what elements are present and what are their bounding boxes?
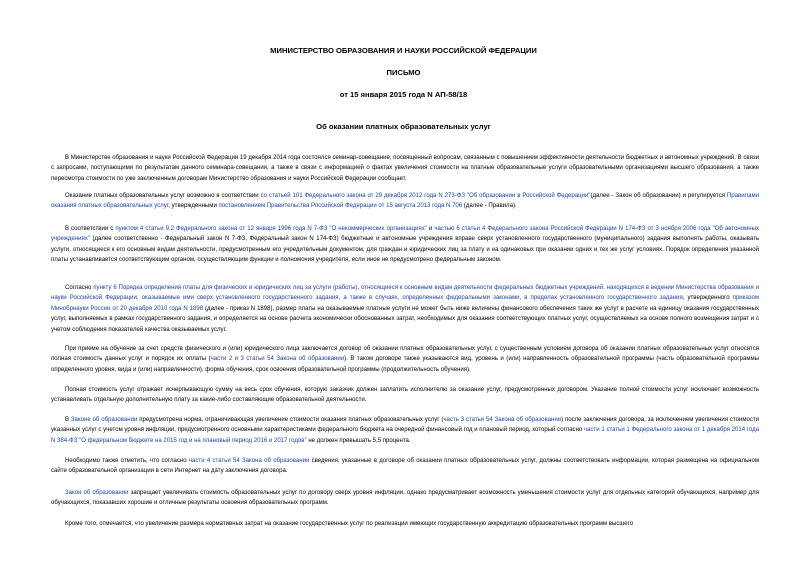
paragraph-1 [51, 153, 759, 184]
paragraph-5 [51, 344, 759, 375]
law-link[interactable]: часть 3 статьи 54 Закона об образовании [443, 417, 562, 423]
paragraph-text: сведения, указанные в договоре об оказании платных образовательных услуг, должны соответствовать информации, которая размещена на официальном сайте образовательной организации в сети Интернет на дату заключения договора. [51, 458, 759, 475]
law-link[interactable]: частью 6 статьи 4 Федерального закона Российской Федерации N 174-ФЗ от 3 ноября 2006 года "Об автономных учреждениях" [51, 226, 759, 243]
paragraph-text: и [426, 226, 435, 232]
paragraph-text: В Министерстве образования и науки Российской Федерации 19 декабря 2014 года состоялся семинар-совещание, посвященный вопросам, связанным с повышением эффективности деятельности бюджетных и автономных учреждений. В связи с запросами, поступающими по результатам данного семинара-совещания, а также в связи с информацией о фактах увеличения стоимости на платные образовательные услуги образовательными организациями высшего образования, а также пересмотра стоимости по уже заключенным договорам Министерство образования и науки Российской Федерации сообщает. [51, 155, 759, 182]
paragraph-text: Оказание платных образовательных услуг возможно в соответствии [65, 193, 261, 199]
paragraph-text: В соответствии с [65, 226, 116, 232]
paragraph-2 [51, 191, 759, 212]
paragraph-text: Кроме того, отмечается, что увеличение размера нормативных затрат на оказание государственных услуг по реализации имеющих государственную аккредитацию образовательных программ высшего [65, 521, 634, 527]
paragraph-9 [51, 488, 759, 509]
law-link[interactable]: Правилами оказания платных образовательных услуг [51, 193, 759, 210]
paragraph-text: запрещает увеличивать стоимость образовательных услуг по договору сверх уровня инфляции, однако предусматривает возможность уменьшения стоимости услуг для отдельных категорий обучающихся, например для обучающихся, показавших хорошие и отличные результаты освоения образовательных программ. [51, 490, 759, 507]
paragraph-text: Полная стоимость услуг отражает исчерпывающую сумму на весь срок обучения, которую заказчик должен заплатить исполнителю за оказание услуг, предусмотренных договором. Указание полной стоимости услуг исключает возможность устанавливать отдельную дополнительную плату за какие-либо составляющие образовательной деятельности. [51, 387, 759, 404]
law-link[interactable]: Законе об образовании [70, 417, 138, 423]
paragraph-text: (далее соответственно - Федеральный закон N 7-ФЗ, Федеральный закон N 174-ФЗ) бюджетные и автономные учреждения вправе сверх установленного государственного (муниципального) задания выполнять работы, оказывать услуги, относящиеся к его основным видам деятельности, предусмотренным его учредительным документом, для граждан и юридических лиц за плату и на одинаковых при оказании одних и тех же услуг условиях. Порядок определения указанной платы устанавливается соответствующим органом, осуществляющим функции и полномочия учредителя, если иное не предусмотрено федеральным законом. [51, 236, 759, 264]
paragraph-3 [51, 224, 759, 266]
paragraph-8 [51, 456, 759, 477]
paragraph-text: не должен превышать 5,5 процента. [306, 437, 411, 444]
paragraph-text: При приеме на обучение за счет средств физического и (или) юридического лица заключается договор об оказании платных образовательных услуг, с существенным условием договора об оказании платных образовательных услуг относятся полная стоимость данных услуг и порядок их оплаты ( [51, 346, 759, 363]
paragraph-text: , утвержденного [682, 295, 733, 302]
paragraph-text: Необходимо также отметить, что согласно [65, 458, 189, 464]
paragraph-text: (далее - Закон об образовании) и регулируется [590, 193, 727, 199]
paragraph-text: (далее - приказ N 1898), размер платы на оказываемые платные услуги не может быть ниже величины финансового обеспечения таких же услуг в расчете на единицу оказания государственных услуг, выполняемых в рамках государственного задания, и определяется на основе расчета экономически обоснованных затрат, необходимых для оказания соответствующих платных услуг, осуществляемых на основе полного возмещения затрат и с учетом соблюдения показателей качества оказываемых услуг. [51, 305, 759, 333]
law-link[interactable]: пункту 6 Порядка определения платы для физических и юридических лиц за услуги (работы), относящиеся к основным видам деятельности федеральных бюджетных учреждений, находящихся в ведении Министерства образования и науки Российской Федерации, оказываемые ими сверх установленного государственного задания, а также в случаях, определенных федеральными законами, в пределах установленного государственного задания [51, 285, 759, 302]
paragraph-7 [51, 415, 759, 446]
document-date-number: от 15 января 2015 года N АП-58/18 [339, 90, 468, 99]
paragraph-text: Согласно [65, 285, 94, 291]
paragraph-text: ). В таком договоре также указываются вид, уровень и (или) направленность образовательной программы (часть образовательной программы определенного уровня, вида и (или) направленности), форма обучения, срок освоения образовательной программы (продолжительность обучения). [51, 356, 759, 373]
paragraph-text: (далее - Правила). [462, 203, 517, 210]
law-link[interactable]: со статьей 101 Федерального закона от 29 декабря 2012 года N 273-ФЗ "Об образовании в Российской Федерации" [260, 193, 591, 199]
law-link[interactable]: части 1 статьи 1 Федерального закона от 1 декабря 2014 года N 384-ФЗ "О федеральном бюджете на 2015 год и на плановый период 2016 и 2017 годов" [51, 427, 759, 444]
paragraph-text: , утвержденными [168, 203, 219, 210]
paragraph-6 [51, 385, 759, 406]
paragraph-text: В [65, 417, 71, 423]
paragraph-text: ) после заключения договора, за исключением увеличения стоимости указанных услуг с учетом уровня инфляции, предусмотренного основными характеристиками федерального бюджета на очередной финансовый год и плановый период, который согласно [51, 417, 760, 434]
paragraph-10 [51, 519, 759, 529]
law-link[interactable]: части 4 статьи 54 Закона об образовании [188, 458, 310, 464]
law-link[interactable]: Закон об образовании [65, 490, 129, 496]
law-link[interactable]: части 2 и 3 статьи 54 Закона об образовании [210, 356, 345, 363]
law-link[interactable]: приказом Минобрнауки России от 20 декабря 2010 года N 1898 [51, 295, 759, 312]
law-link[interactable]: пунктом 4 статьи 9.2 Федерального закона от 12 января 1996 года N 7-ФЗ "О некоммерческих организациях" [115, 226, 427, 232]
paragraph-4 [51, 283, 759, 335]
law-link[interactable]: постановлением Правительства Российской Федерации от 15 августа 2013 года N 706 [218, 203, 463, 210]
document-type: ПИСЬМО [386, 68, 421, 77]
paragraph-text: предусмотрена норма, ограничивающая увеличение стоимости оказания платных образовательных услуг ( [137, 417, 444, 423]
document-subject: Об оказании платных образовательных услуг [316, 122, 491, 131]
ministry-heading: МИНИСТЕРСТВО ОБРАЗОВАНИЯ И НАУКИ РОССИЙСКОЙ ФЕДЕРАЦИИ [270, 46, 537, 55]
